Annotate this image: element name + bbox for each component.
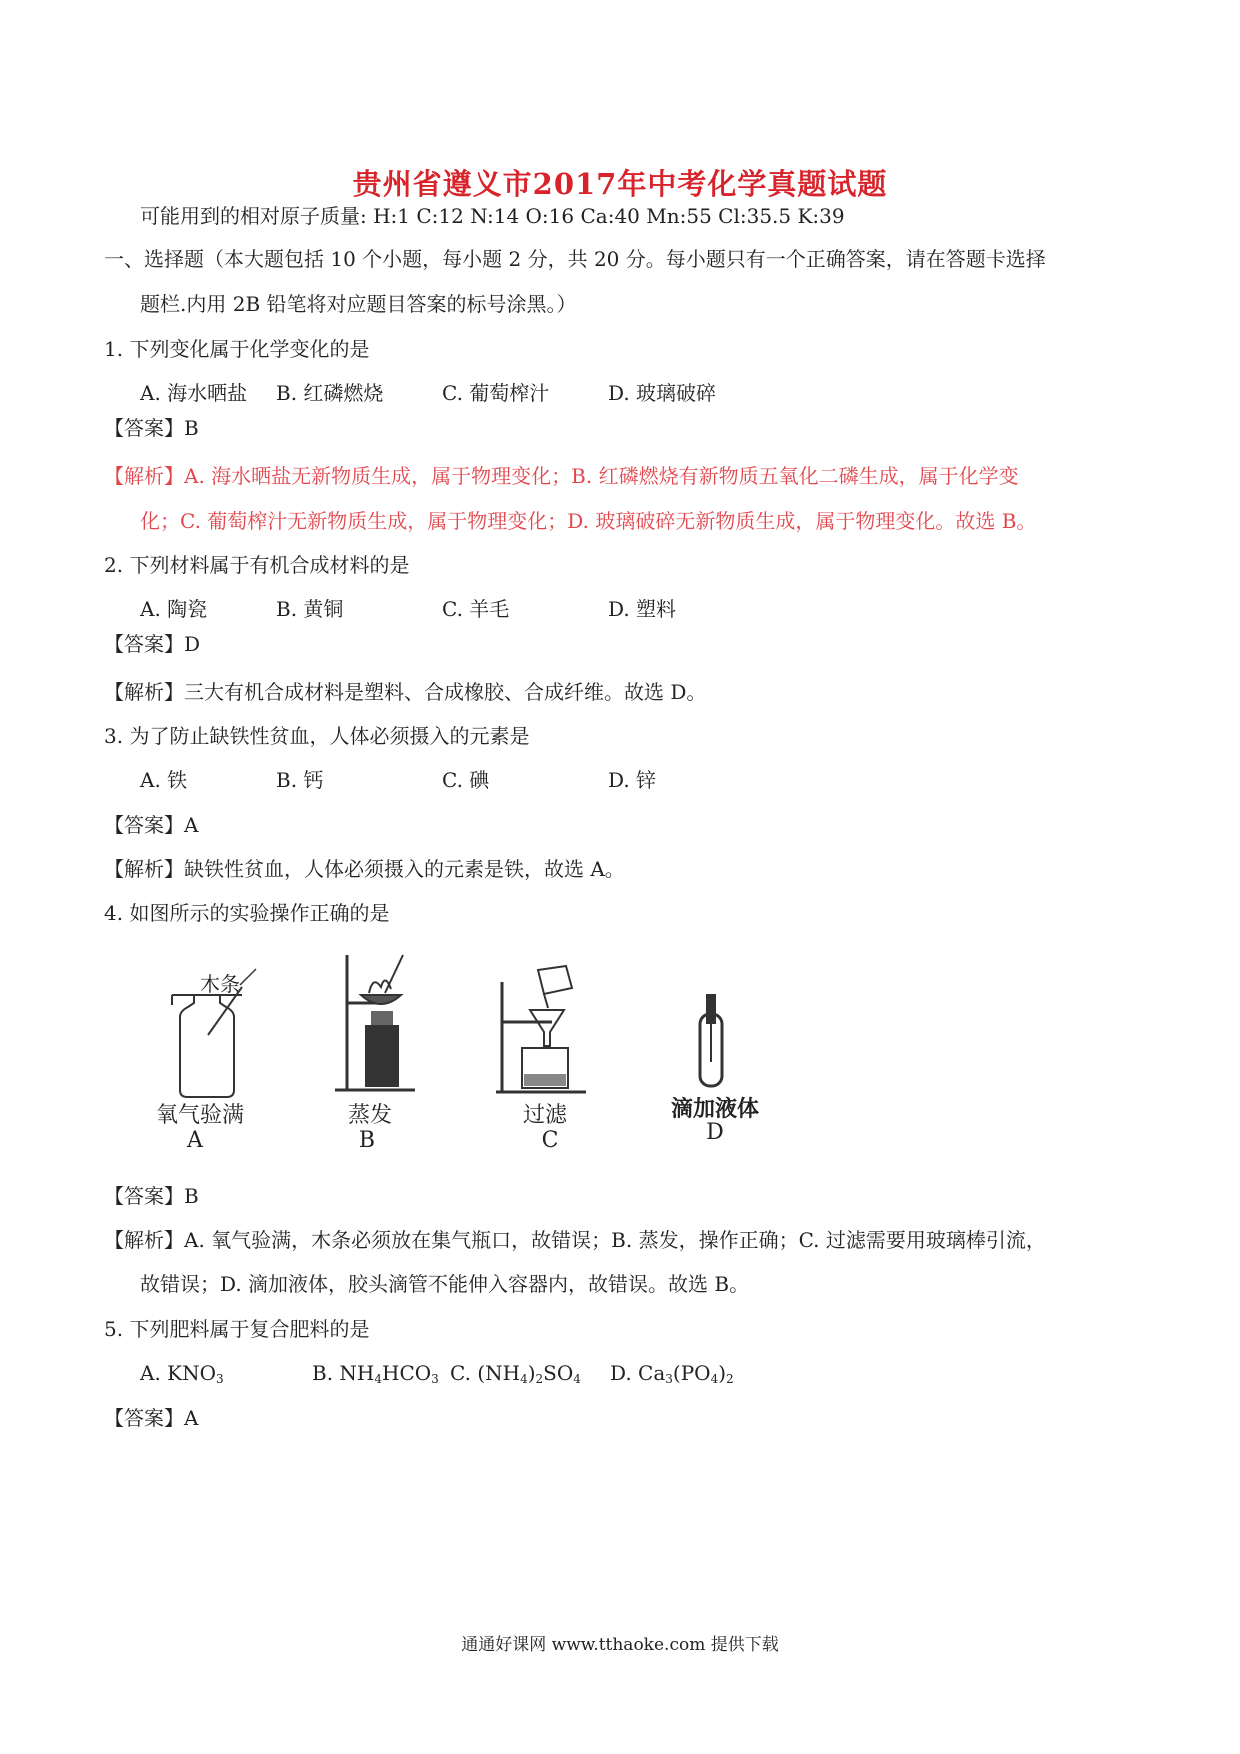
q1-option-b: B. 红磷燃烧 [276,381,384,405]
q2-option-d: D. 塑料 [608,597,677,621]
figure-d-dropper [680,992,740,1092]
q3-option-c: C. 碘 [442,768,490,792]
q5-stem: 5. 下列肥料属于复合肥料的是 [104,1317,370,1341]
q3-option-b: B. 钙 [276,768,324,792]
q4-analysis: 【解析】A. 氧气验满，木条必须放在集气瓶口，故错误；B. 蒸发，操作正确；C. 过滤需要用玻璃棒引流， [104,1228,1046,1252]
figure-c-filtration [492,962,592,1097]
q2-option-b: B. 黄铜 [276,597,344,621]
q2-stem: 2. 下列材料属于有机合成材料的是 [104,553,410,577]
figure-a-annotation: 木条 [200,972,240,996]
figure-d-letter: D [706,1120,724,1145]
q1-option-c: C. 葡萄榨汁 [442,381,550,405]
page-footer: 通通好课网 www.tthaoke.com 提供下载 [461,1635,779,1655]
figure-b-evaporation [325,945,425,1095]
q1-analysis-cont: 化；C. 葡萄榨汁无新物质生成，属于物理变化；D. 玻璃破碎无新物质生成，属于物理变化。故选 B。 [140,509,1037,533]
q3-option-d: D. 锌 [608,768,657,792]
figure-b-label: 蒸发 [347,1103,392,1128]
q2-answer: 【答案】D [104,632,201,656]
q5-option-b: B. $NH_4HCO_3$ [312,1361,439,1386]
q1-analysis: 【解析】A. 海水晒盐无新物质生成，属于物理变化；B. 红磷燃烧有新物质五氧化二磷生成，属于化学变 [104,464,1019,488]
figure-a-letter: A [187,1128,203,1153]
q5-option-a: A. $KNO_3$ [140,1361,224,1386]
section-heading-cont: 题栏.内用 2B 铅笔将对应题目答案的标号涂黑。） [140,292,577,316]
section-heading: 一、选择题（本大题包括 10 个小题，每小题 2 分，共 20 分。每小题只有一个正确答案，请在答题卡选择 [104,247,1046,271]
q1-option-a: A. 海水晒盐 [140,381,248,405]
figure-c-letter: C [541,1128,559,1153]
page-title: 贵州省遵义市2017年中考化学真题试题 [352,167,888,201]
q3-answer: 【答案】A [104,813,199,837]
q2-option-c: C. 羊毛 [442,597,510,621]
q4-analysis-cont: 故错误；D. 滴加液体，胶头滴管不能伸入容器内，故错误。故选 B。 [140,1272,750,1296]
q5-answer: 【答案】A [104,1406,199,1430]
figure-a-label: 氧气验满 [155,1103,244,1128]
q4-answer: 【答案】B [104,1184,199,1208]
q1-answer: 【答案】B [104,416,199,440]
q3-option-a: A. 铁 [140,768,188,792]
q3-stem: 3. 为了防止缺铁性贫血，人体必须摄入的元素是 [104,724,530,748]
q1-stem: 1. 下列变化属于化学变化的是 [104,337,370,361]
q5-option-d: D. $Ca_3(PO_4)_2$ [610,1361,734,1386]
figure-b-letter: B [358,1128,376,1153]
figure-c-label: 过滤 [522,1103,567,1128]
figure-d-label: 滴加液体 [670,1096,759,1122]
q3-analysis: 【解析】缺铁性贫血，人体必须摄入的元素是铁，故选 A。 [104,857,625,881]
q4-stem: 4. 如图所示的实验操作正确的是 [104,901,390,925]
q5-option-c: C. $(NH_4)_2SO_4$ [450,1361,581,1386]
q2-analysis: 【解析】三大有机合成材料是塑料、合成橡胶、合成纤维。故选 D。 [104,680,707,704]
q1-option-d: D. 玻璃破碎 [608,381,717,405]
q2-option-a: A. 陶瓷 [140,597,208,621]
atomic-masses: 可能用到的相对原子质量: H:1 C:12 N:14 O:16 Ca:40 Mn:55 Cl:35.5 K:39 [140,204,845,228]
